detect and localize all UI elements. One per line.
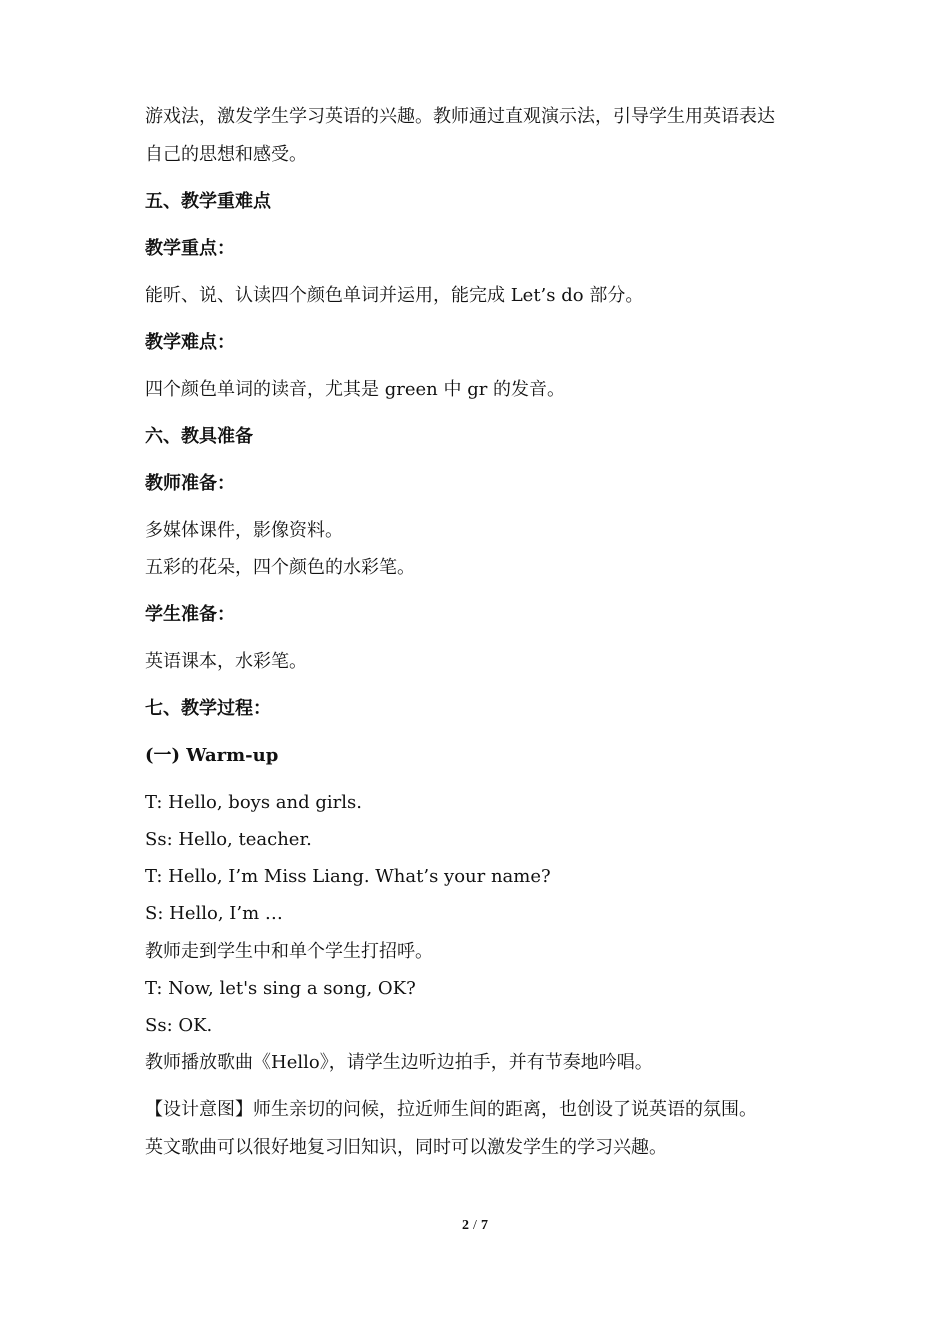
subheading: 学生准备：: [145, 604, 235, 625]
dialogue-line: T: Now, let's sing a song, OK?: [145, 978, 416, 999]
design-intent-line: 【设计意图】师生亲切的问候，拉近师生间的距离，也创设了说英语的氛围。: [145, 1099, 757, 1120]
dialogue-line: T: Hello, boys and girls.: [145, 792, 362, 813]
body-text-line: 英语课本，水彩笔。: [145, 651, 307, 672]
body-text-line: 四个颜色单词的读音，尤其是 green 中 gr 的发音。: [145, 379, 566, 400]
dialogue-line: T: Hello, I’m Miss Liang. What’s your name?: [145, 866, 551, 887]
body-text-line: 游戏法，激发学生学习英语的兴趣。教师通过直观演示法，引导学生用英语表达: [145, 106, 775, 127]
body-text-line: 能听、说、认读四个颜色单词并运用，能完成 Let’s do 部分。: [145, 285, 644, 306]
section-heading: 七、教学过程：: [145, 698, 271, 719]
dialogue-line: S: Hello, I’m …: [145, 903, 283, 924]
page-number: [0, 1218, 950, 1234]
subheading: 教学难点：: [145, 332, 235, 353]
subheading: 教师准备：: [145, 473, 235, 494]
dialogue-line: Ss: Hello, teacher.: [145, 829, 312, 850]
body-text-line: 教师播放歌曲《Hello》，请学生边听边拍手，并有节奏地吟唱。: [145, 1052, 653, 1073]
page-separator: /: [473, 1218, 477, 1233]
section-heading: 五、教学重难点: [145, 191, 271, 212]
body-text-line: 教师走到学生中和单个学生打招呼。: [145, 941, 433, 962]
dialogue-line: Ss: OK.: [145, 1015, 213, 1036]
subheading: 教学重点：: [145, 238, 235, 259]
body-text-line: 自己的思想和感受。: [145, 144, 307, 165]
section-heading: 六、教具准备: [145, 426, 253, 447]
design-intent-line: 英文歌曲可以很好地复习旧知识，同时可以激发学生的学习兴趣。: [145, 1137, 667, 1158]
total-pages: 7: [480, 1218, 488, 1233]
current-page: 2: [462, 1218, 470, 1233]
body-text-line: 五彩的花朵，四个颜色的水彩笔。: [145, 557, 415, 578]
body-text-line: 多媒体课件，影像资料。: [145, 520, 343, 541]
subheading: (一) Warm-up: [145, 745, 279, 766]
